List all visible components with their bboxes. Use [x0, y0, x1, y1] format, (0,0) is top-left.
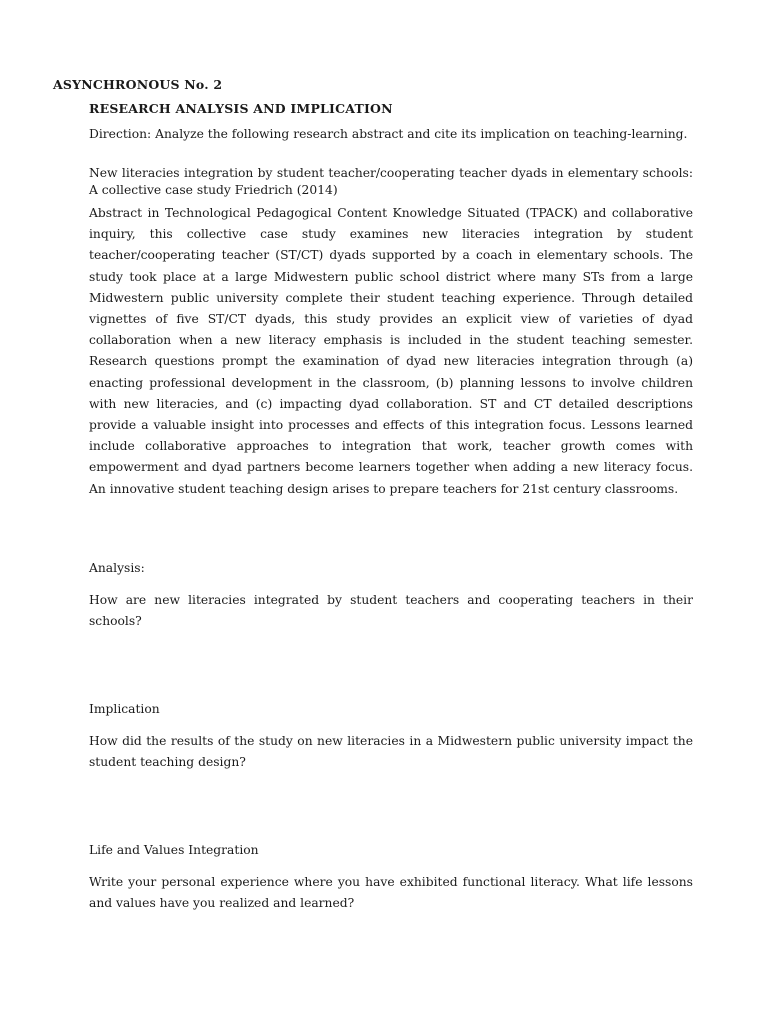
life-values-question: Write your personal experience where you have exhibited functional literacy. What life lessons and values have you realized and learned?: [89, 875, 693, 910]
section-title: RESEARCH ANALYSIS AND IMPLICATION: [89, 101, 393, 116]
implication-label: Implication: [89, 702, 160, 716]
abstract-text: Abstract in Technological Pedagogical Content Knowledge Situated (TPACK) and collaborative inquiry, this collective case study examines new literacies integration by student teacher/cooperating teacher (ST/CT) dyads supported by a coach in elementary schools. The study took place at a large Midwestern public school district where many STs from a large Midwestern public university complete their student teaching experience. Through detailed vignettes of five ST/CT dyads, this study provides an explicit view of varieties of dyad collaboration when a new literacy emphasis is included in the student teaching semester. Research questions prompt the examination of dyad new literacies integration through (a) enacting professional development in the classroom, (b) planning lessons to involve children with new literacies, and (c) impacting dyad collaboration. ST and CT detailed descriptions provide a valuable insight into processes and effects of this integration focus. Lessons learned include collaborative approaches to integration that work, teacher growth comes with empowerment and dyad partners become learners together when adding a new literacy focus. An innovative student teaching design arises to prepare teachers for 21st century classrooms.: [89, 206, 693, 496]
direction-text: Direction: Analyze the following research abstract and cite its implication on teaching-learning.: [89, 127, 688, 141]
document-heading: ASYNCHRONOUS No. 2: [53, 77, 223, 92]
life-values-label: Life and Values Integration: [89, 843, 259, 857]
analysis-label: Analysis:: [89, 561, 145, 575]
implication-question: How did the results of the study on new literacies in a Midwestern public university impact the student teaching design?: [89, 734, 693, 769]
study-title: New literacies integration by student teacher/cooperating teacher dyads in elementary schools: A collective case study Friedrich (2014): [89, 166, 693, 197]
analysis-question: How are new literacies integrated by student teachers and cooperating teachers in their schools?: [89, 593, 693, 628]
